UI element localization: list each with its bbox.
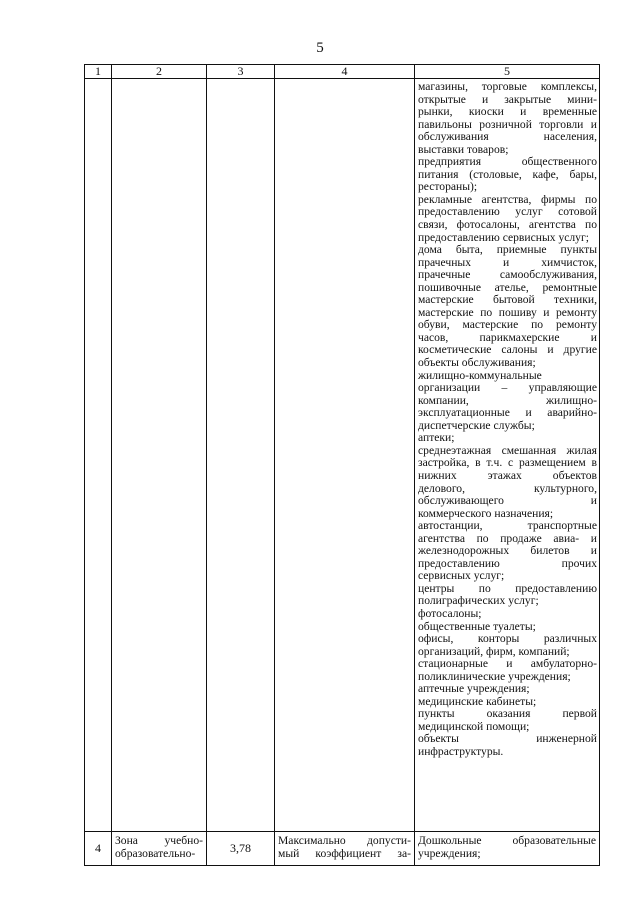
permitted-use-line: сервисных услуг; — [418, 569, 505, 583]
permitted-use-line: медицинской помощи; — [418, 719, 530, 733]
zone-name-line: Зона учебно- — [115, 834, 203, 847]
permitted-use-line: предоставлению прочих — [418, 556, 597, 570]
permitted-use-line: часов, парикмахерские и — [418, 330, 597, 344]
permitted-use-line: объекты обслуживания; — [418, 356, 536, 370]
permitted-use-line: обуви, мастерские по ремонту — [418, 318, 597, 332]
permitted-use-line: жилищно-коммунальные — [418, 368, 542, 382]
permitted-use-line: полиграфических услуг; — [418, 594, 539, 608]
permitted-use-line: железнодорожных билетов и — [418, 544, 597, 558]
permitted-use-line: организации – управляющие — [418, 381, 597, 395]
use-line: Дошкольные образовательные — [418, 834, 596, 847]
area-value: 3,78 — [207, 832, 275, 866]
column-header: 3 — [207, 65, 275, 79]
permitted-use-line: предприятия общественного — [418, 155, 597, 169]
permitted-use-line: организаций, фирм, компаний; — [418, 644, 570, 658]
permitted-use-line: медицинские кабинеты; — [418, 694, 537, 708]
permitted-use-line: мастерские бытовой техники, — [418, 293, 597, 307]
permitted-use-line: рестораны); — [418, 180, 478, 194]
permitted-use-line: предоставлению услуг сотовой — [418, 205, 597, 219]
permitted-use-line: предоставлению сервисных услуг; — [418, 230, 589, 244]
permitted-use-line: пошивочные ателье, ремонтные — [418, 280, 597, 294]
permitted-use-line: питания (столовые, кафе, бары, — [418, 167, 597, 181]
parameters-cell — [275, 832, 415, 866]
permitted-use-line: рекламные агентства, фирмы по — [418, 192, 597, 206]
permitted-use-line: прачечные самообслуживания, — [418, 268, 597, 282]
permitted-use-line: мастерские по пошиву и ремонту — [418, 305, 597, 319]
parameter-line: Максимально допусти- — [278, 834, 411, 847]
table-row-continuation — [85, 79, 600, 832]
permitted-use-line: офисы, конторы различных — [418, 632, 597, 646]
permitted-use-line: обслуживания населения, — [418, 130, 597, 144]
permitted-use-line: рынки, киоски и временные — [418, 105, 597, 119]
zone-name-cell — [112, 832, 207, 866]
permitted-use-line: магазины, торговые комплексы, — [418, 80, 597, 93]
permitted-use-line: обслуживающего и — [418, 494, 597, 508]
permitted-use-line: объекты инженерной — [418, 732, 597, 746]
permitted-use-line: павильоны розничной торговли и — [418, 117, 597, 131]
permitted-use-line: пункты оказания первой — [418, 707, 597, 721]
table-cell-empty — [112, 79, 207, 832]
table-cell-empty — [207, 79, 275, 832]
permitted-use-line: автостанции, транспортные — [418, 519, 597, 533]
permitted-use-line: застройка, в т.ч. с размещением в — [418, 456, 597, 470]
permitted-use-line: среднеэтажная смешанная жилая — [418, 443, 597, 457]
permitted-use-line: открытые и закрытые мини- — [418, 92, 597, 106]
permitted-use-line: делового, культурного, — [418, 481, 597, 495]
page-number: 5 — [316, 40, 324, 56]
permitted-use-line: диспетчерские службы; — [418, 418, 535, 432]
table-header-row — [85, 65, 600, 79]
permitted-use-line: нижних этажах объектов — [418, 468, 597, 482]
column-header: 4 — [275, 65, 415, 79]
permitted-use-line: фотосалоны; — [418, 606, 482, 620]
use-line: учреждения; — [418, 846, 481, 860]
table-cell-empty — [275, 79, 415, 832]
parameter-line: мый коэффициент за- — [278, 846, 411, 860]
permitted-use-line: прачечных и химчисток, — [418, 255, 597, 269]
permitted-use-line: коммерческого назначения; — [418, 506, 554, 520]
column-header: 1 — [85, 65, 112, 79]
uses-cell — [415, 832, 600, 866]
permitted-use-line: выставки товаров; — [418, 142, 509, 156]
permitted-use-line: центры по предоставлению — [418, 581, 597, 595]
row-number: 4 — [85, 832, 112, 866]
permitted-use-line: инфраструктуры. — [418, 744, 504, 758]
permitted-use-line: общественные туалеты; — [418, 619, 536, 633]
column-header: 5 — [415, 65, 600, 79]
table-row-zone-4 — [85, 832, 600, 866]
permitted-uses-cell — [415, 79, 600, 832]
permitted-use-line: агентства по продаже авиа- и — [418, 531, 597, 545]
permitted-use-line: поликлинические учреждения; — [418, 669, 571, 683]
permitted-use-line: косметические салоны и другие — [418, 343, 597, 357]
table-cell-empty — [85, 79, 112, 832]
permitted-use-line: аптечные учреждения; — [418, 682, 530, 696]
zone-name-line: образовательно- — [115, 846, 196, 860]
permitted-use-line: стационарные и амбулаторно- — [418, 657, 597, 671]
permitted-use-line: аптеки; — [418, 431, 455, 445]
permitted-use-line: связи, фотосалоны, агентства по — [418, 218, 597, 232]
zoning-table — [84, 64, 600, 866]
permitted-use-line: компании, жилищно- — [418, 393, 597, 407]
permitted-use-line: эксплуатационные и аварийно- — [418, 406, 597, 420]
permitted-uses-text — [415, 81, 599, 759]
column-header: 2 — [112, 65, 207, 79]
permitted-use-line: дома быта, приемные пункты — [418, 243, 597, 257]
